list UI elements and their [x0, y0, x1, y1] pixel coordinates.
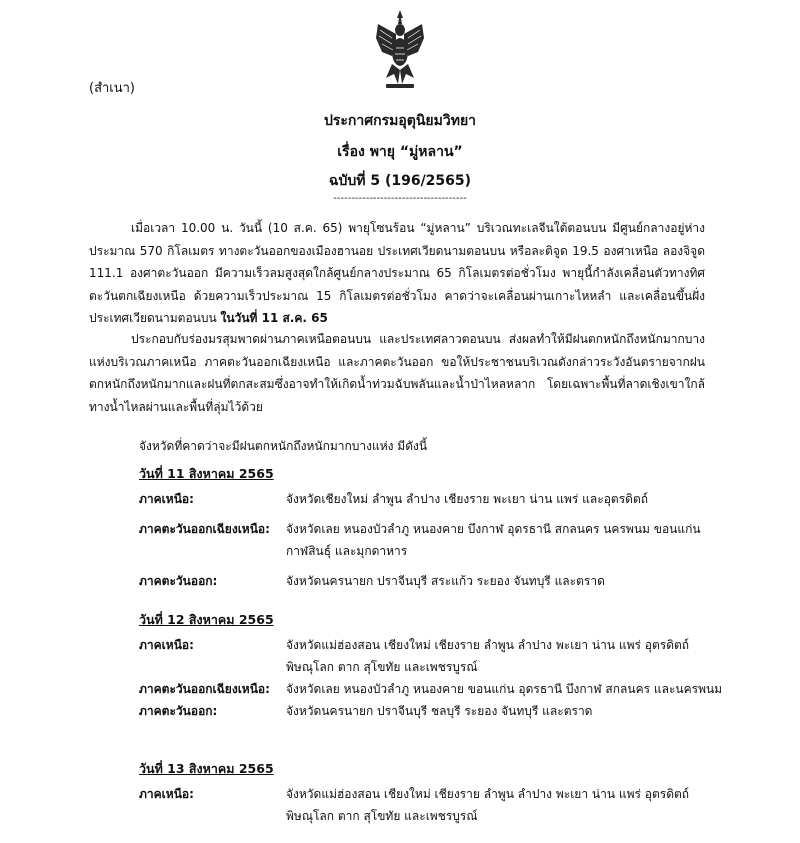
forecast-day [139, 464, 739, 592]
copy-label: (สำเนา) [89, 81, 136, 96]
region-label: ภาคเหนือ: [139, 787, 194, 801]
announcement-subject: เรื่อง พายุ “มู่หลาน” [337, 144, 463, 160]
region-label: ภาคเหนือ: [139, 492, 194, 506]
forecast-row [139, 783, 739, 827]
province-list: จังหวัดนครนายก ปราจีนบุรี สระแก้ว ระยอง จันทบุรี และตราด [286, 574, 605, 588]
region-label: ภาคตะวันออก: [139, 574, 218, 588]
forecast-row [139, 700, 739, 722]
forecast-row [139, 518, 739, 562]
forecast-row [139, 634, 739, 678]
region-label: ภาคตะวันออก: [139, 704, 218, 718]
province-list: จังหวัดแม่ฮ่องสอน เชียงใหม่ เชียงราย ลำพูน ลำปาง พะเยา น่าน แพร่ อุตรดิตถ์ พิษณุโลก ตาก สุโขทัย และเพชรบูรณ์ [286, 638, 690, 674]
announcement-title: ประกาศกรมอุตุนิยมวิทยา [323, 113, 477, 129]
forecast-intro: จังหวัดที่คาดว่าจะมีฝนตกหนักถึงหนักมากบางแห่ง มีดังนี้ [139, 439, 428, 453]
forecast-date: วันที่ 11 สิงหาคม 2565 [139, 466, 274, 481]
province-list: จังหวัดแม่ฮ่องสอน เชียงใหม่ เชียงราย ลำพูน ลำปาง พะเยา น่าน แพร่ อุตรดิตถ์ พิษณุโลก ตาก สุโขทัย และเพชรบูรณ์ [286, 787, 690, 823]
forecast-row [139, 678, 739, 700]
forecast-row [139, 488, 739, 510]
province-list: จังหวัดนครนายก ปราจีนบุรี ชลบุรี ระยอง จันทบุรี และตราด [286, 704, 593, 718]
announcement-number: ฉบับที่ 5 (196/2565) [328, 173, 472, 189]
province-list: จังหวัดเชียงใหม่ ลำพูน ลำปาง เชียงราย พะเยา น่าน แพร่ และอุตรดิตถ์ [286, 492, 649, 506]
region-label: ภาคตะวันออกเฉียงเหนือ: [139, 522, 270, 536]
paragraph-warning: ประกอบกับร่องมรสุมพาดผ่านภาคเหนือตอนบน และประเทศลาวตอนบน ส่งผลทำให้มีฝนตกหนักถึงหนักมากบางแห่งบริเวณภาคเหนือ ภาคตะวันออกเฉียงเหนือ และภาคตะวันออก ขอให้ประชาชนบริเวณดังกล่าวระวังอันตรายจากฝนตกหนักถึงหนักมากและฝนที่ตกสะสมซึ่งอาจทำให้เกิดน้ำท่วมฉับพลันและน้ำป่าไหลหลาก โดยเฉพาะพื้นที่ลาดเชิงเขาใกล้ทางน้ำไหลผ่านและพื้นที่ลุ่มไว้ด้วย [89, 332, 705, 414]
garuda-emblem-icon [374, 8, 426, 92]
forecast-row [139, 570, 739, 592]
forecast-date: วันที่ 13 สิงหาคม 2565 [139, 761, 274, 776]
forecast-day [139, 759, 739, 827]
province-list: จังหวัดเลย หนองบัวลำภู หนองคาย บึงกาฬ อุดรธานี สกลนคร นครพนม ขอนแก่น กาฬสินธุ์ และมุกดาหาร [286, 522, 701, 558]
paragraph-storm-date: ในวันที่ 11 ส.ค. 65 [220, 311, 328, 325]
region-label: ภาคตะวันออกเฉียงเหนือ: [139, 682, 270, 696]
paragraph-storm-info [89, 217, 705, 330]
forecast-day [139, 610, 739, 722]
paragraph-storm-text: เมื่อเวลา 10.00 น. วันนี้ (10 ส.ค. 65) พายุโซนร้อน “มู่หลาน” บริเวณทะเลจีนใต้ตอนบน มีศูนย์กลางอยู่ห่างประมาณ 570 กิโลเมตร ทางตะวันออกของเมืองฮานอย ประเทศเวียดนามตอนบน หรือละติจูด 19.5 องศาเหนือ ลองจิจูด 111.1 องศาตะวันออก มีความเร็วลมสูงสุดใกล้ศูนย์กลางประมาณ 65 กิโลเมตรต่อชั่วโมง พายุนี้กำลังเคลื่อนตัวทางทิศตะวันตกเฉียงเหนือ ด้วยความเร็วประมาณ 15 กิโลเมตรต่อชั่วโมง คาดว่าจะเคลื่อนผ่านเกาะไหหลำ และเคลื่อนขึ้นฝั่งประเทศเวียดนามตอนบน [89, 221, 705, 325]
region-label: ภาคเหนือ: [139, 638, 194, 652]
forecast-date: วันที่ 12 สิงหาคม 2565 [139, 612, 274, 627]
province-list: จังหวัดเลย หนองบัวลำภู หนองคาย ขอนแก่น อุดรธานี บึงกาฬ สกลนคร และนครพนม [286, 682, 723, 696]
header-divider: ------------------------------------- [333, 193, 467, 204]
